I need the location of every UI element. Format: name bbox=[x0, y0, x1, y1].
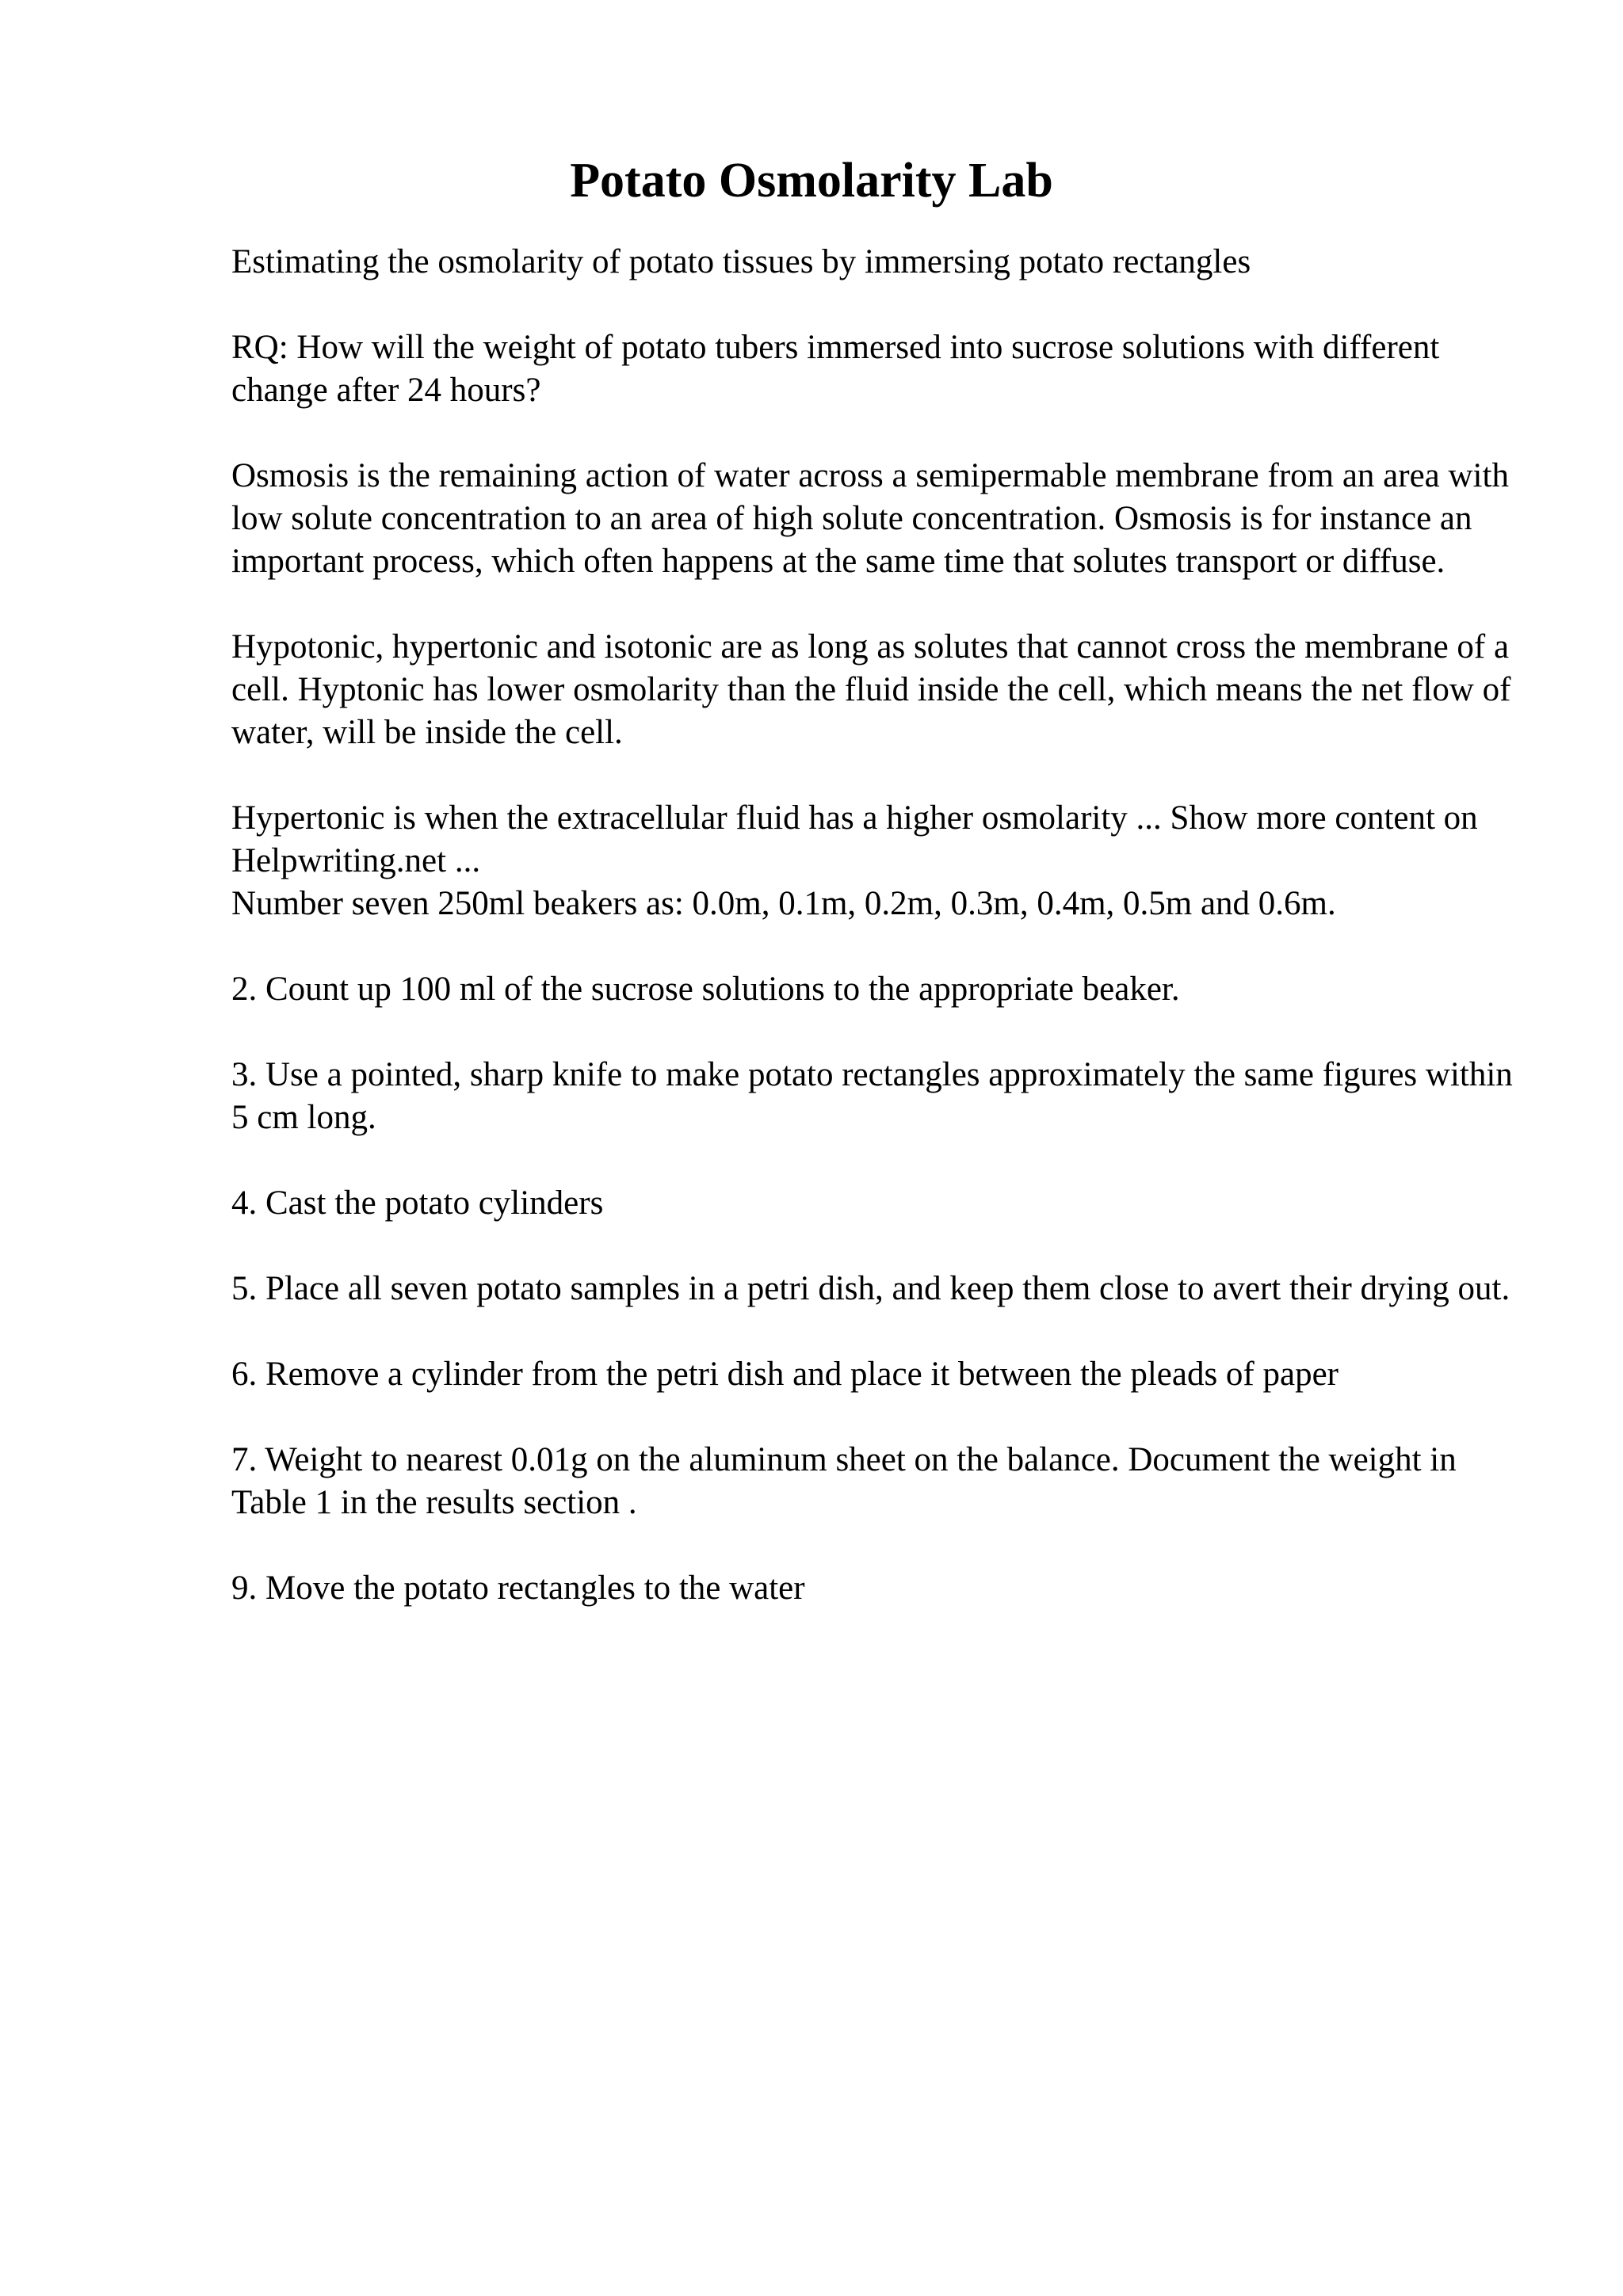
research-question-paragraph: RQ: How will the weight of potato tubers immersed into sucrose solutions with different change after 24 hours? bbox=[231, 329, 1440, 409]
step-5-paragraph: 5. Place all seven potato samples in a petri dish, and keep them close to avert their drying out. bbox=[231, 1270, 1510, 1307]
step-2-paragraph: 2. Count up 100 ml of the sucrose solutions to the appropriate beaker. bbox=[231, 971, 1180, 1008]
hypertonic-paragraph: Hypertonic is when the extracellular fluid has a higher osmolarity ... Show more content on Helpwriting.net ... bbox=[231, 799, 1478, 879]
osmosis-paragraph: Osmosis is the remaining action of water across a semipermable membrane from an area with low solute concentration to an area of high solute concentration. Osmosis is for instance an important process, which often happens at the same time that solutes transport or diffuse. bbox=[231, 457, 1509, 580]
step-7-paragraph: 7. Weight to nearest 0.01g on the aluminum sheet on the balance. Document the weight in Table 1 in the results section . bbox=[231, 1441, 1457, 1521]
step-9-paragraph: 9. Move the potato rectangles to the water bbox=[231, 1569, 805, 1607]
step-6-paragraph: 6. Remove a cylinder from the petri dish and place it between the pleads of paper bbox=[231, 1356, 1338, 1393]
step-1-paragraph: Number seven 250ml beakers as: 0.0m, 0.1m, 0.2m, 0.3m, 0.4m, 0.5m and 0.6m. bbox=[231, 885, 1336, 922]
step-4-paragraph: 4. Cast the potato cylinders bbox=[231, 1184, 604, 1222]
subtitle-paragraph: Estimating the osmolarity of potato tissues by immersing potato rectangles bbox=[231, 243, 1251, 280]
tonicity-paragraph: Hypotonic, hypertonic and isotonic are as long as solutes that cannot cross the membrane of a cell. Hyptonic has lower osmolarity than the fluid inside the cell, which means the net flow of water, will be inside the cell. bbox=[231, 628, 1511, 751]
step-3-paragraph: 3. Use a pointed, sharp knife to make potato rectangles approximately the same figures within 5 cm long. bbox=[231, 1056, 1513, 1136]
document-title: Potato Osmolarity Lab bbox=[570, 154, 1053, 208]
document-body bbox=[231, 241, 1515, 1653]
